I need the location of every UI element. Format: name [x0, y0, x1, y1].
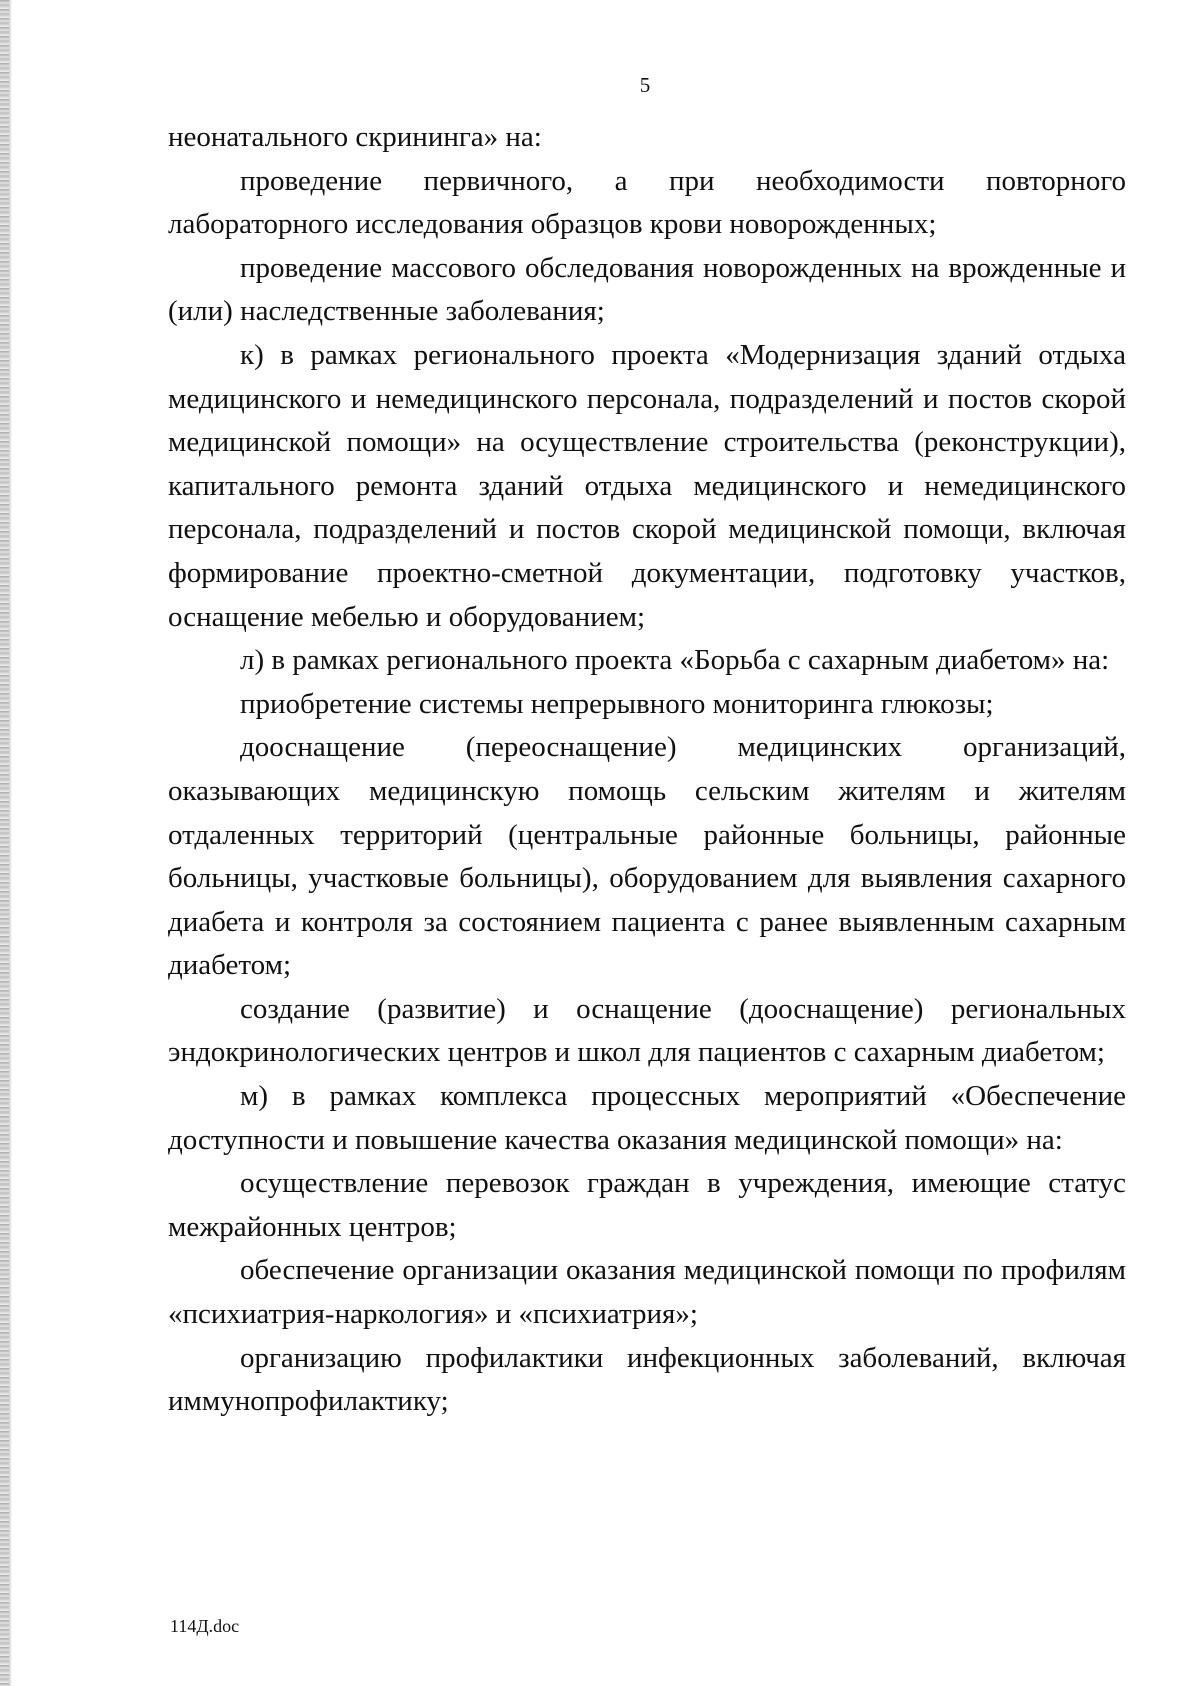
document-body — [168, 116, 1126, 1424]
paragraph: дооснащение (переоснащение) медицинских организаций, оказывающих медицинскую помощь сельским жителям и жителям отдаленных территорий (центральные районные больницы, районные больницы, участковые больницы), оборудованием для выявления сахарного диабета и контроля за состоянием пациента с ранее выявленным сахарным диабетом; — [168, 731, 1126, 982]
paragraph: приобретение системы непрерывного мониторинга глюкозы; — [240, 687, 994, 720]
paragraph-item-k: к) в рамках регионального проекта «Модернизация зданий отдыха медицинского и немедицинского персонала, подразделений и постов скорой медицинской помощи» на осуществление строительства (реконструкции), капитального ремонта зданий отдыха медицинского и немедицинского персонала, подразделений и постов скорой медицинской помощи, включая формирование проектно-сметной документации, подготовку участков, оснащение мебелью и оборудованием; — [168, 338, 1126, 633]
paragraph-item-l: л) в рамках регионального проекта «Борьба с сахарным диабетом» на: — [240, 644, 1110, 677]
paragraph: проведение массового обследования новорожденных на врожденные и (или) наследственные заболевания; — [168, 251, 1126, 328]
scan-edge — [0, 0, 9, 1686]
page-number: 5 — [639, 73, 651, 97]
paragraph: обеспечение организации оказания медицинской помощи по профилям «психиатрия-наркология» и «психиатрия»; — [168, 1254, 1126, 1331]
paragraph: осуществление перевозок граждан в учреждения, имеющие статус межрайонных центров; — [168, 1167, 1126, 1243]
paragraph-item-m: м) в рамках комплекса процессных мероприятий «Обеспечение доступности и повышение качества оказания медицинской помощи» на: — [168, 1080, 1126, 1156]
paragraph: создание (развитие) и оснащение (дооснащение) региональных эндокринологических центров и школ для пациентов с сахарным диабетом; — [168, 992, 1126, 1069]
paragraph: проведение первичного, а при необходимости повторного лабораторного исследования образцов крови новорожденных; — [168, 164, 1126, 241]
scan-edge-shadow — [9, 0, 12, 1686]
paragraph-continuation: неонатального скрининга» на: — [168, 121, 542, 153]
footer-filename: 114Д.doc — [170, 1616, 240, 1636]
paragraph: организацию профилактики инфекционных заболеваний, включая иммунопрофилактику; — [168, 1341, 1126, 1418]
